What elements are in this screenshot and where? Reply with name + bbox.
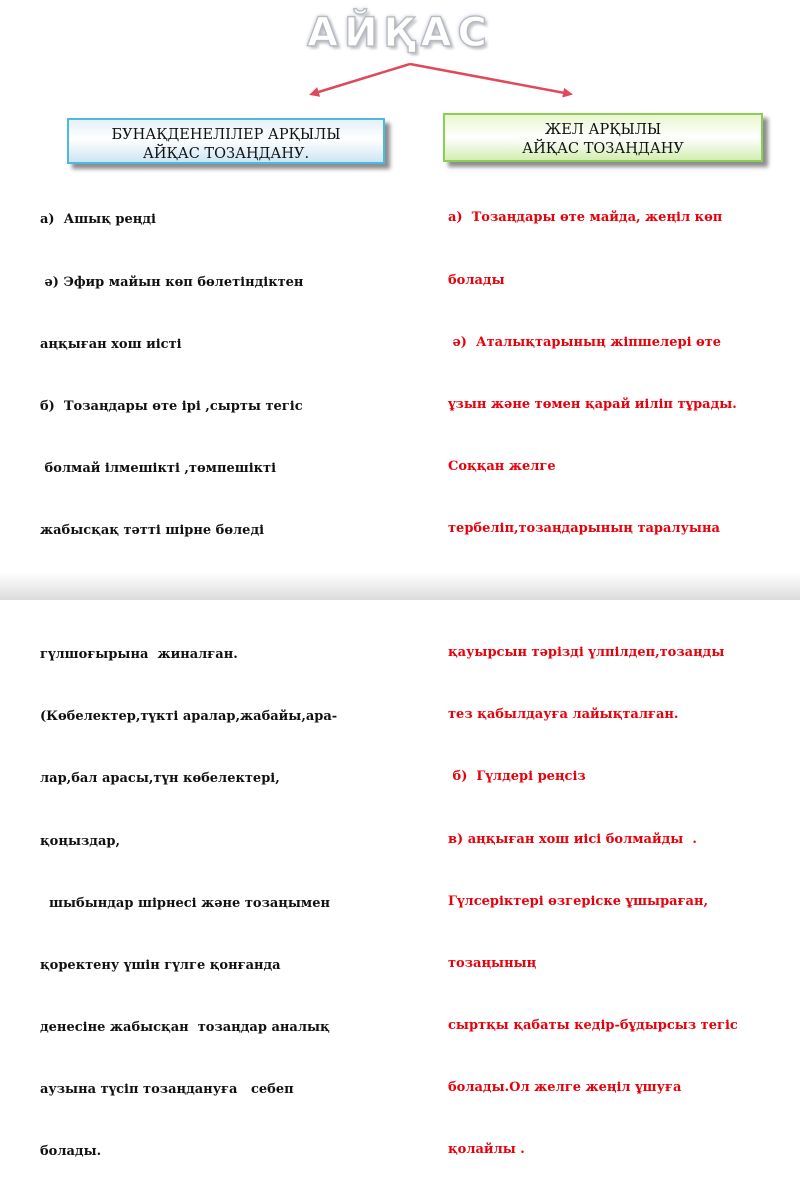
arrow-left bbox=[312, 64, 410, 94]
bottom-gradient-band bbox=[0, 572, 800, 600]
text-line: ә) Эфир майын көп бөлетіндіктен bbox=[40, 274, 304, 290]
text-line: б) Гүлдері реңсіз bbox=[448, 769, 586, 785]
text-line: а) Ашық реңді bbox=[40, 212, 156, 228]
text-line: денесіне жабысқан тозаңдар аналық bbox=[40, 1019, 330, 1035]
wind-pollination-title-line2: АЙҚАС ТОЗАҢДАНУ bbox=[522, 141, 684, 157]
arrow-right bbox=[410, 64, 570, 94]
text-line: тез қабылдауға лайықталған. bbox=[448, 707, 679, 723]
text-line: аңқыған хош иісті bbox=[40, 336, 182, 352]
text-line: в) аңқыған хош иісі болмайды . bbox=[448, 831, 697, 847]
wind-pollination-box bbox=[443, 113, 763, 162]
text-line: тербеліп,тозаңдарының таралуына bbox=[448, 520, 720, 536]
text-line: Гүлсеріктері өзгеріске ұшыраған, bbox=[448, 893, 709, 909]
text-line: шыбындар шірнесі және тозаңымен bbox=[40, 895, 331, 911]
text-line: қауырсын тәрізді үлпілдеп,тозаңды bbox=[448, 645, 725, 661]
text-line: Соққан желге bbox=[448, 458, 556, 474]
insect-pollination-title-line1: БУНАҚДЕНЕЛІЛЕР АРҚЫЛЫ bbox=[111, 127, 341, 143]
text-line: аузына түсіп тозаңдануға себеп bbox=[40, 1081, 294, 1097]
slide-title: АЙҚАС bbox=[307, 10, 493, 56]
text-line: жабысқақ тәтті шірне бөледі bbox=[40, 522, 265, 538]
text-line: болмай ілмешікті ,төмпешікті bbox=[40, 460, 277, 476]
insect-pollination-title-line2: АЙҚАС ТОЗАҢДАНУ. bbox=[142, 146, 310, 162]
wind-pollination-title-line1: ЖЕЛ АРҚЫЛЫ bbox=[544, 122, 662, 138]
insect-pollination-text bbox=[40, 169, 337, 1204]
text-line: (Көбелектер,түкті аралар,жабайы,ара- bbox=[40, 709, 338, 725]
text-line: сыртқы қабаты кедір-бұдырсыз тегіс bbox=[448, 1017, 738, 1033]
text-line: болады.Ол желге жеңіл ұшуға bbox=[448, 1079, 682, 1095]
text-line: болады. bbox=[40, 1144, 102, 1160]
text-line: қоректену үшін гүлге қонғанда bbox=[40, 957, 281, 973]
text-line: лар,бал арасы,түн көбелектері, bbox=[40, 771, 280, 787]
text-line: а) Тозаңдары өте майда, жеңіл көп bbox=[448, 210, 723, 226]
text-line: қоңыздар, bbox=[40, 833, 120, 849]
arrows bbox=[0, 0, 800, 120]
text-line: болады bbox=[448, 272, 505, 288]
text-line: ұзын және төмен қарай иіліп тұрады. bbox=[448, 396, 737, 412]
text-line: гүлшоғырына жиналған. bbox=[40, 647, 238, 663]
text-line: қолайлы . bbox=[448, 1142, 525, 1158]
text-line: б) Тозаңдары өте ірі ,сырты тегіс bbox=[40, 398, 303, 414]
wind-pollination-text bbox=[448, 167, 738, 1202]
insect-pollination-box bbox=[67, 118, 385, 164]
text-line: ә) Аталықтарының жіпшелері өте bbox=[448, 334, 722, 350]
text-line: тозаңының bbox=[448, 955, 537, 971]
